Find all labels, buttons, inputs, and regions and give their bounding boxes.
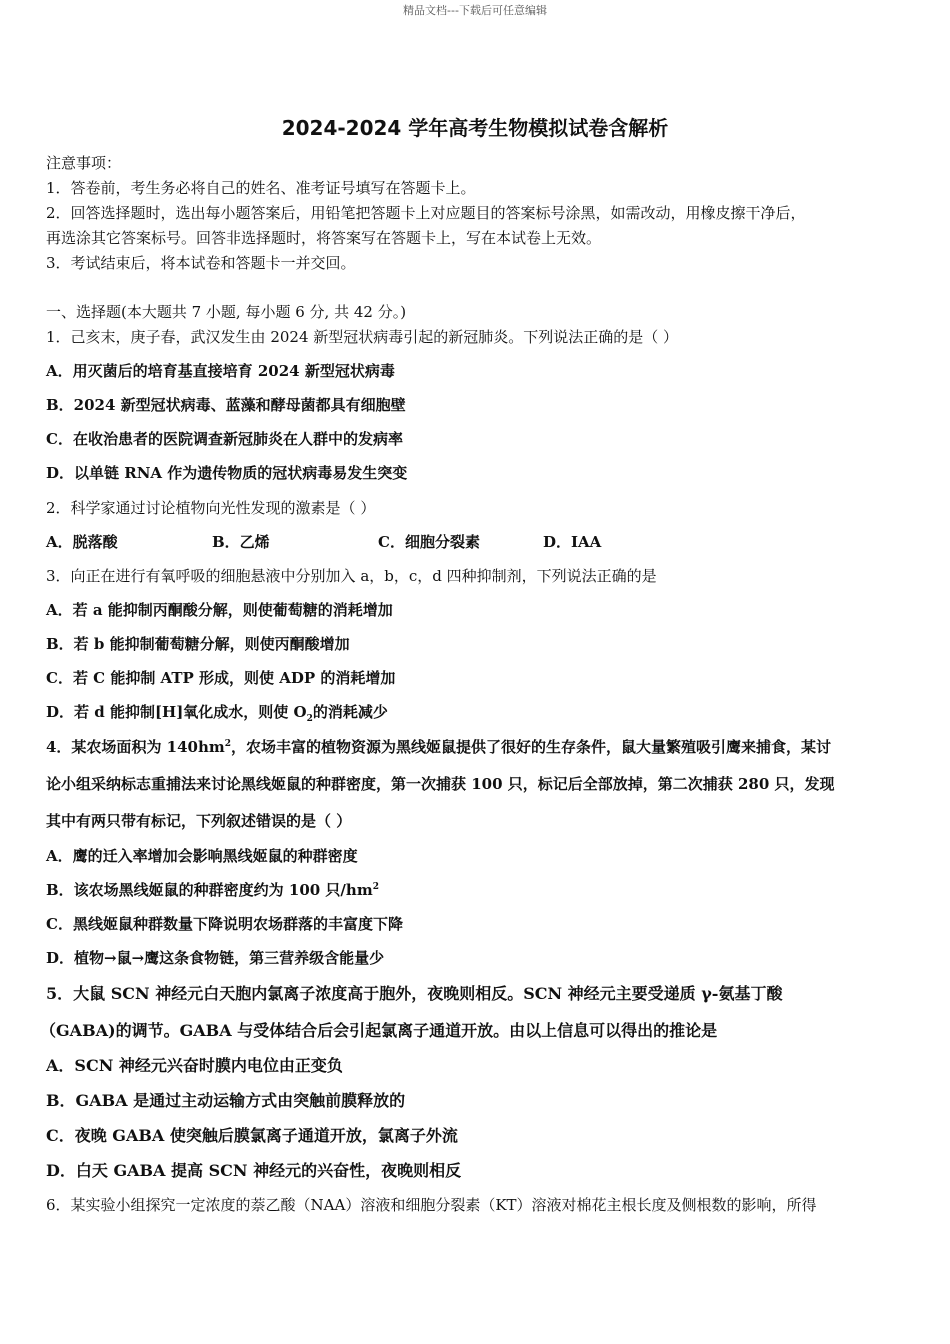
notice-item-2-cont: 再选涂其它答案标号。回答非选择题时，将答案写在答题卡上，写在本试卷上无效。 [46,229,602,247]
notice-item-3: 3．考试结束后，将本试卷和答题卡一并交回。 [46,254,356,272]
question-5-option-c: C．夜晚 GABA 使突触后膜氯离子通道开放，氯离子外流 [46,1126,458,1145]
question-5-option-b: B．GABA 是通过主动运输方式由突触前膜释放的 [46,1091,406,1110]
question-2-option-c: C．细胞分裂素 [378,533,480,551]
question-1-option-b: B．2024 新型冠状病毒、蓝藻和酵母菌都具有细胞壁 [46,396,406,414]
question-4-option-b: B．该农场黑线姬鼠的种群密度约为 100 只$/hm^2$ [46,881,379,899]
question-5-option-a: A．SCN 神经元兴奋时膜内电位由正变负 [46,1056,343,1075]
question-3-option-b: B．若 b 能抑制葡萄糖分解，则使丙酮酸增加 [46,635,350,653]
question-1-option-a: A．用灭菌后的培育基直接培育 2024 新型冠状病毒 [46,362,395,380]
question-6-stem: 6．某实验小组探究一定浓度的萘乙酸（NAA）溶液和细胞分裂素（KT）溶液对棉花主根长度及侧根数的影响，所得 [46,1196,817,1214]
notice-heading: 注意事项： [46,154,122,172]
question-4-option-d: D．植物→鼠→鹰这条食物链，第三营养级含能量少 [46,949,385,967]
question-2-stem: 2．科学家通过讨论植物向光性发现的激素是（ ） [46,499,376,517]
question-1-option-c: C．在收治患者的医院调查新冠肺炎在人群中的发病率 [46,430,403,448]
notice-item-2: 2．回答选择题时，选出每小题答案后，用铅笔把答题卡上对应题目的答案标号涂黑，如需改动，用橡皮擦干净后， [46,204,806,222]
question-3-option-a: A．若 a 能抑制丙酮酸分解，则使葡萄糖的消耗增加 [46,601,393,619]
question-1-stem: 1．己亥末，庚子春，武汉发生由 2024 新型冠状病毒引起的新冠肺炎。下列说法正确的是（ ） [46,328,679,346]
question-5-option-d: D．白天 GABA 提高 SCN 神经元的兴奋性，夜晚则相反 [46,1161,462,1180]
question-2-option-d: D．IAA [543,533,602,551]
question-4-option-c: C．黑线姬鼠种群数量下降说明农场群落的丰富度下降 [46,915,403,933]
question-1-option-d: D．以单链 RNA 作为遗传物质的冠状病毒易发生突变 [46,464,408,482]
question-3-option-c: C．若 C 能抑制 ATP 形成，则使 ADP 的消耗增加 [46,669,396,687]
header-note: 精品文档---下载后可任意编辑 [403,4,547,17]
notice-item-1: 1．答卷前，考生务必将自己的姓名、准考证号填写在答题卡上。 [46,179,476,197]
question-3-stem: 3．向正在进行有氧呼吸的细胞悬液中分别加入 a，b，c，d 四种抑制剂，下列说法正确的是 [46,567,657,585]
question-4-stem-line-3: 其中有两只带有标记，下列叙述错误的是（ ） [46,812,352,830]
question-4-stem-line-1: 4．某农场面积为 $140hm^2$，农场丰富的植物资源为黑线姬鼠提供了很好的生存条件，鼠大量繁殖吸引鹰来捕食，某讨 [46,738,832,756]
question-2-option-a: A．脱落酸 [46,533,118,551]
question-3-option-d: D．若 d 能抑制[H]氧化成水，则使 $O_2$的消耗减少 [46,703,388,724]
question-4-option-a: A．鹰的迁入率增加会影响黑线姬鼠的种群密度 [46,847,358,865]
question-5-stem-line-2: （GABA)的调节。GABA 与受体结合后会引起氯离子通道开放。由以上信息可以得出的推论是 [40,1021,718,1040]
section-heading: 一、选择题(本大题共 7 小题, 每小题 6 分, 共 42 分。) [46,303,407,321]
page-title: 2024-2024 学年高考生物模拟试卷含解析 [281,116,669,140]
question-5-stem-line-1: 5．大鼠 SCN 神经元白天胞内氯离子浓度高于胞外，夜晚则相反。SCN 神经元主要受递质 γ-氨基丁酸 [46,984,783,1003]
question-2-option-b: B．乙烯 [212,533,270,551]
question-4-stem-line-2: 论小组采纳标志重捕法来讨论黑线姬鼠的种群密度，第一次捕获 100 只，标记后全部放掉，第二次捕获 280 只，发现 [46,775,835,793]
